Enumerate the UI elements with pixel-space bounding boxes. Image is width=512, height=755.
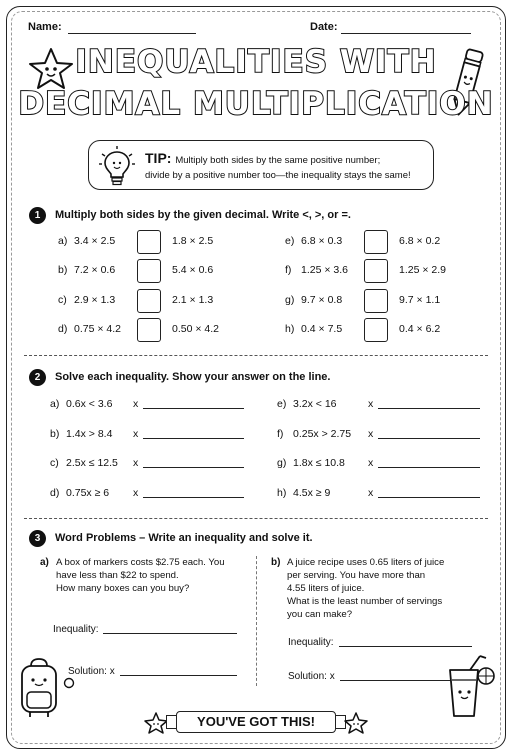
right-expression: 5.4 × 0.6 bbox=[172, 264, 214, 276]
date-field[interactable] bbox=[341, 33, 471, 34]
tip-box bbox=[88, 140, 434, 190]
answer-line[interactable] bbox=[378, 497, 480, 498]
problem-label: b) bbox=[50, 428, 60, 440]
answer-line[interactable] bbox=[143, 438, 244, 439]
sparkle-star-icon bbox=[342, 710, 370, 736]
problem-label: b) bbox=[271, 557, 281, 568]
solution-answer-line[interactable] bbox=[120, 675, 237, 676]
right-expression: 6.8 × 0.2 bbox=[399, 235, 441, 247]
answer-prefix: x bbox=[368, 428, 374, 440]
inequality-text: 1.8x ≤ 10.8 bbox=[293, 457, 345, 469]
worksheet-title-line1: INEQUALITIES WITH bbox=[75, 44, 437, 80]
section2-title: Solve each inequality. Show your answer on the line. bbox=[55, 371, 331, 383]
worksheet-title-line2: DECIMAL MULTIPLICATION bbox=[18, 86, 494, 122]
answer-line[interactable] bbox=[143, 408, 244, 409]
lightbulb-icon bbox=[97, 145, 137, 187]
inequality-text: 1.4x > 8.4 bbox=[66, 428, 113, 440]
inequality-label: Inequality: bbox=[53, 624, 99, 635]
answer-line[interactable] bbox=[378, 408, 480, 409]
name-field[interactable] bbox=[68, 33, 196, 34]
answer-prefix: x bbox=[133, 398, 139, 410]
inequality-text: 3.2x < 16 bbox=[293, 398, 337, 410]
section3-number: 3 bbox=[29, 530, 46, 547]
comparison-box[interactable] bbox=[364, 230, 388, 254]
answer-line[interactable] bbox=[143, 497, 244, 498]
problem-label: h) bbox=[285, 323, 295, 335]
word-problem-text: A juice recipe uses 0.65 liters of juice per serving. You have more than 4.55 liters of juice. What is the least number of servings you can make? bbox=[287, 557, 445, 620]
section1-title: Multiply both sides by the given decimal. Write <, >, or =. bbox=[55, 209, 351, 221]
solution-answer-line[interactable] bbox=[340, 680, 450, 681]
right-expression: 0.4 × 6.2 bbox=[399, 323, 441, 335]
problem-label: f) bbox=[277, 428, 284, 440]
date-label: Date: bbox=[310, 21, 338, 33]
word-problem-divider bbox=[256, 556, 257, 686]
comparison-box[interactable] bbox=[137, 259, 161, 283]
answer-prefix: x bbox=[368, 398, 374, 410]
waving-hand-icon bbox=[62, 676, 76, 690]
section-divider bbox=[24, 355, 488, 356]
left-expression: 7.2 × 0.6 bbox=[74, 264, 116, 276]
problem-label: h) bbox=[277, 487, 287, 499]
juice-glass-mascot-icon bbox=[442, 654, 498, 720]
right-expression: 1.25 × 2.9 bbox=[399, 264, 446, 276]
answer-line[interactable] bbox=[143, 467, 244, 468]
section-divider bbox=[24, 518, 488, 519]
right-expression: 1.8 × 2.5 bbox=[172, 235, 214, 247]
inequality-text: 0.25x > 2.75 bbox=[293, 428, 352, 440]
encouragement-banner: YOU'VE GOT THIS! bbox=[176, 711, 336, 733]
section1-number: 1 bbox=[29, 207, 46, 224]
problem-label: d) bbox=[58, 323, 68, 335]
problem-label: b) bbox=[58, 264, 68, 276]
inequality-text: 2.5x ≤ 12.5 bbox=[66, 457, 118, 469]
problem-label: e) bbox=[277, 398, 287, 410]
comparison-box[interactable] bbox=[137, 289, 161, 313]
tip-text-line1: Multiply both sides by the same positive number; bbox=[175, 155, 381, 166]
answer-prefix: x bbox=[133, 457, 139, 469]
comparison-box[interactable] bbox=[137, 230, 161, 254]
left-expression: 3.4 × 2.5 bbox=[74, 235, 116, 247]
problem-label: e) bbox=[285, 235, 295, 247]
answer-line[interactable] bbox=[378, 438, 480, 439]
problem-label: g) bbox=[285, 294, 295, 306]
tip-heading bbox=[145, 150, 380, 166]
problem-label: a) bbox=[58, 235, 68, 247]
answer-prefix: x bbox=[368, 457, 374, 469]
answer-prefix: x bbox=[133, 428, 139, 440]
problem-label: g) bbox=[277, 457, 287, 469]
problem-label: c) bbox=[50, 457, 59, 469]
section3-title: Word Problems – Write an inequality and solve it. bbox=[55, 532, 313, 544]
comparison-box[interactable] bbox=[137, 318, 161, 342]
solution-label: Solution: x bbox=[288, 671, 335, 682]
inequality-text: 0.6x < 3.6 bbox=[66, 398, 113, 410]
inequality-text: 0.75x ≥ 6 bbox=[66, 487, 110, 499]
tip-text-line2: divide by a positive number too—the inequality stays the same! bbox=[145, 170, 411, 181]
left-expression: 9.7 × 0.8 bbox=[301, 294, 343, 306]
comparison-box[interactable] bbox=[364, 289, 388, 313]
problem-label: a) bbox=[50, 398, 60, 410]
tip-label: TIP: bbox=[145, 150, 172, 166]
left-expression: 0.75 × 4.2 bbox=[74, 323, 121, 335]
answer-prefix: x bbox=[368, 487, 374, 499]
right-expression: 9.7 × 1.1 bbox=[399, 294, 441, 306]
comparison-box[interactable] bbox=[364, 318, 388, 342]
inequality-text: 4.5x ≥ 9 bbox=[293, 487, 331, 499]
problem-label: c) bbox=[58, 294, 67, 306]
inequality-answer-line[interactable] bbox=[339, 646, 472, 647]
comparison-box[interactable] bbox=[364, 259, 388, 283]
inequality-label: Inequality: bbox=[288, 637, 334, 648]
left-expression: 2.9 × 1.3 bbox=[74, 294, 116, 306]
answer-line[interactable] bbox=[378, 467, 480, 468]
solution-label: Solution: x bbox=[68, 666, 115, 677]
inequality-answer-line[interactable] bbox=[103, 633, 237, 634]
problem-label: d) bbox=[50, 487, 60, 499]
problem-label: f) bbox=[285, 264, 292, 276]
left-expression: 1.25 × 3.6 bbox=[301, 264, 348, 276]
problem-label: a) bbox=[40, 557, 49, 568]
right-expression: 2.1 × 1.3 bbox=[172, 294, 214, 306]
answer-prefix: x bbox=[133, 487, 139, 499]
backpack-mascot-icon bbox=[14, 656, 64, 720]
left-expression: 0.4 × 7.5 bbox=[301, 323, 343, 335]
word-problem-text: A box of markers costs $2.75 each. You have less than $22 to spend. How many boxes can you buy? bbox=[56, 557, 225, 594]
section2-number: 2 bbox=[29, 369, 46, 386]
right-expression: 0.50 × 4.2 bbox=[172, 323, 219, 335]
left-expression: 6.8 × 0.3 bbox=[301, 235, 343, 247]
name-label: Name: bbox=[28, 21, 62, 33]
